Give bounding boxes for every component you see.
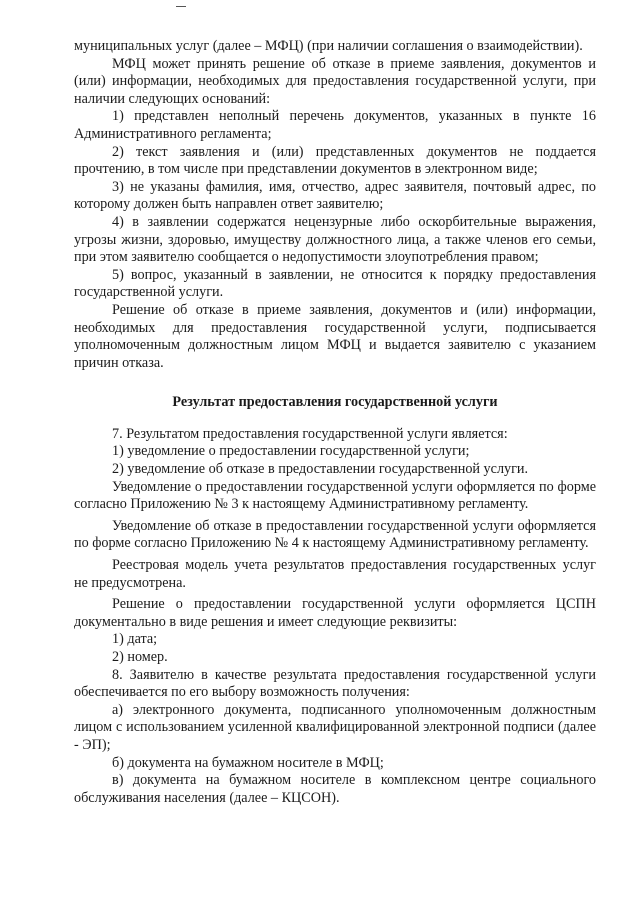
list-item: 3) не указаны фамилия, имя, отчество, адрес заявителя, почтовый адрес, по которому должен быть направлен ответ заявителю;: [74, 178, 596, 213]
paragraph: МФЦ может принять решение об отказе в приеме заявления, документов и (или) информации, необходимых для предоставления государственной услуги, при наличии следующих оснований:: [74, 55, 596, 107]
paragraph: муниципальных услуг (далее – МФЦ) (при наличии соглашения о взаимодействии).: [74, 38, 583, 54]
paragraph: Уведомление о предоставлении государственной услуги оформляется по форме согласно Приложению № 3 к настоящему Административному регламенту.: [74, 478, 596, 513]
list-item: 2) текст заявления и (или) представленных документов не поддается прочтению, в том числе при представлении документов в электронном виде;: [74, 143, 596, 178]
list-item: в) документа на бумажном носителе в комплексном центре социального обслуживания населения (далее – КЦСОН).: [74, 772, 596, 806]
scan-mark: [176, 6, 186, 7]
list-item: 5) вопрос, указанный в заявлении, не относится к порядку предоставления государственной услуги.: [74, 266, 596, 301]
paragraph: 7. Результатом предоставления государственной услуги является:: [112, 425, 508, 442]
list-item: 2) номер.: [112, 649, 168, 665]
section-heading: Результат предоставления государственной услуги: [172, 394, 498, 411]
list-item: 1) представлен неполный перечень документов, указанных в пункте 16 Административного регламента;: [74, 108, 596, 142]
paragraph: Решение об отказе в приеме заявления, документов и (или) информации, необходимых для предоставления государственной услуги, подписывается уполномоченным должностным лицом МФЦ и выдается заявителю с указанием причин отказа.: [74, 301, 596, 371]
paragraph: Реестровая модель учета результатов предоставления государственных услуг не предусмотрена.: [74, 557, 596, 591]
list-item: 1) уведомление о предоставлении государственной услуги;: [112, 443, 470, 460]
list-item: 2) уведомление об отказе в предоставлении государственной услуги.: [112, 461, 529, 478]
paragraph: 8. Заявителю в качестве результата предоставления государственной услуги обеспечивается по его выбору возможность получения:: [74, 666, 596, 701]
paragraph: Решение о предоставлении государственной услуги оформляется ЦСПН документально в виде решения и имеет следующие реквизиты:: [74, 596, 596, 630]
document-page: [74, 38, 596, 807]
list-item: 1) дата;: [112, 631, 158, 648]
list-item: а) электронного документа, подписанного уполномоченным должностным лицом с использованием усиленной квалифицированной электронной подписи (далее - ЭП);: [74, 701, 596, 753]
list-item: 4) в заявлении содержатся нецензурные либо оскорбительные выражения, угрозы жизни, здоровью, имуществу должностного лица, а также членов его семьи, при этом заявителю сообщается о недопустимости злоупотребления правом;: [74, 213, 596, 266]
paragraph: Уведомление об отказе в предоставлении государственной услуги оформляется по форме согласно Приложению № 4 к настоящему Административному регламенту.: [74, 517, 596, 552]
list-item: б) документа на бумажном носителе в МФЦ;: [112, 754, 384, 771]
